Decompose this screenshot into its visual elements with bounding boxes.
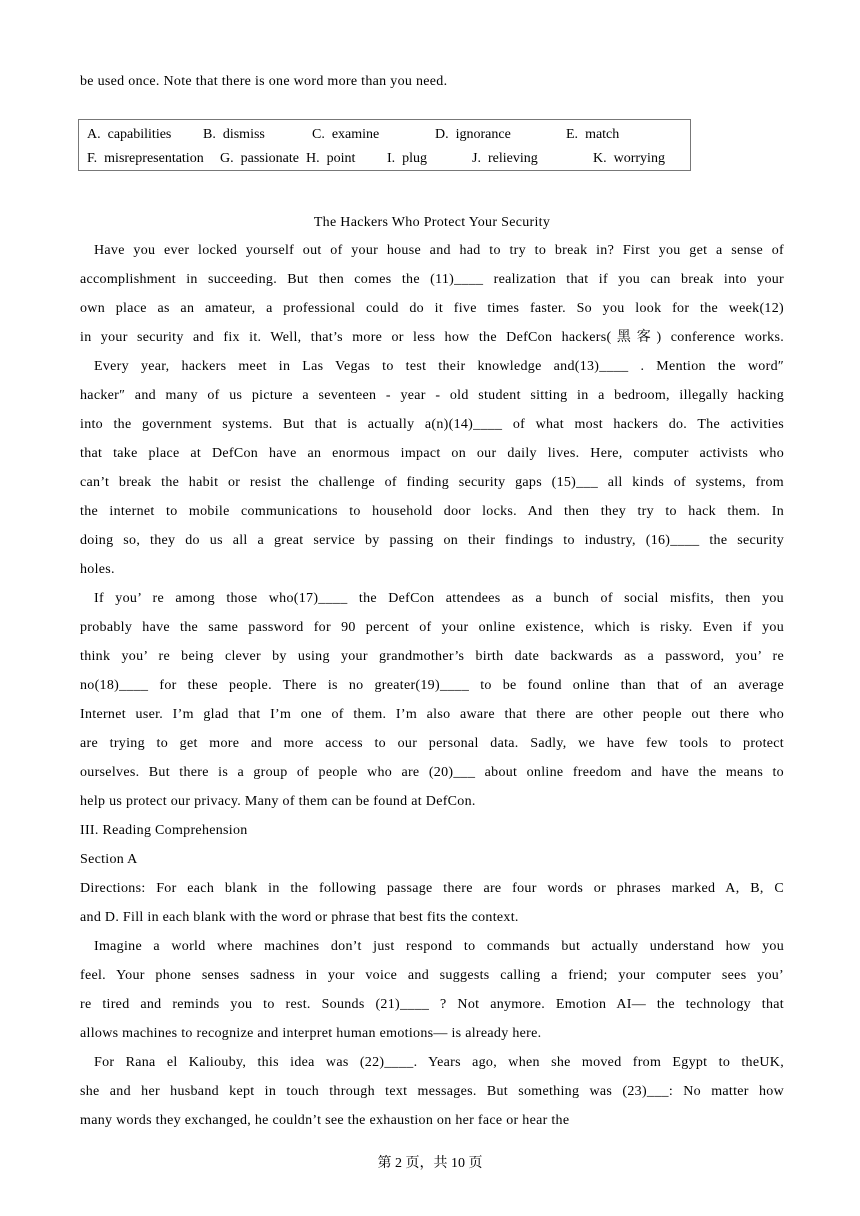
passage-line: think you’ re being clever by using your grandmother’s birth date backwards as a password, you’ re — [80, 649, 784, 664]
passage-line: holes. — [80, 562, 115, 577]
page-footer: 第 2 页，共 10 页 — [377, 1156, 483, 1171]
instruction-text: be used once. Note that there is one word more than you need. — [80, 74, 448, 89]
directions-line: Directions: For each blank in the following passage there are four words or phrases marked A, B, C — [80, 881, 784, 896]
passage-line: many words they exchanged, he couldn’t see the exhaustion on her face or hear the — [80, 1113, 570, 1128]
option-c: C. examine — [312, 127, 380, 142]
option-j: J. relieving — [472, 151, 538, 166]
option-g: G. passionate — [220, 151, 299, 166]
passage-line: If you’ re among those who(17)____ the DefCon attendees as a bunch of social misfits, then you — [94, 591, 784, 606]
option-b: B. dismiss — [203, 127, 265, 142]
section-subheading: Section A — [80, 852, 138, 867]
option-a: A. capabilities — [87, 127, 172, 142]
passage-line: no(18)____ for these people. There is no greater(19)____ to be found online than that of an average — [80, 678, 784, 693]
option-f: F. misrepresentation — [87, 151, 204, 166]
passage-title: The Hackers Who Protect Your Security — [313, 215, 551, 230]
passage-line: doing so, they do us all a great service by passing on their findings to industry, (16)____ the security — [80, 533, 784, 548]
passage-body — [80, 236, 784, 1135]
passage-line: Every year, hackers meet in Las Vegas to test their knowledge and(13)____ . Mention the word″ — [94, 359, 784, 374]
directions-line: and D. Fill in each blank with the word or phrase that best fits the context. — [80, 910, 519, 925]
passage-line: Have you ever locked yourself out of your house and had to try to break in? First you get a sense of — [94, 243, 784, 258]
passage-line: re tired and reminds you to rest. Sounds (21)____ ? Not anymore. Emotion AI— the technology that — [80, 997, 784, 1012]
passage-line: own place as an amateur, a professional could do it five times faster. So you look for the week(12) — [80, 301, 784, 316]
section-heading: III. Reading Comprehension — [80, 823, 248, 838]
passage-line: into the government systems. But that is actually a(n)(14)____ of what most hackers do. The activities — [80, 417, 784, 432]
passage-line: For Rana el Kaliouby, this idea was (22)____. Years ago, when she moved from Egypt to theUK, — [94, 1055, 784, 1070]
passage-line: accomplishment in succeeding. But then comes the (11)____ realization that if you can break into your — [80, 272, 784, 287]
passage-line: help us protect our privacy. Many of them can be found at DefCon. — [80, 794, 476, 809]
passage-line: hacker″ and many of us picture a seventeen - year - old student sitting in a bedroom, illegally hacking — [80, 388, 784, 403]
passage-line: the internet to mobile communications to household door locks. And then they try to hack them. In — [80, 504, 784, 519]
option-h: H. point — [306, 151, 356, 166]
option-i: I. plug — [387, 151, 428, 166]
passage-line: Internet user. I’m glad that I’m one of them. I’m also aware that there are other people out there who — [80, 707, 784, 722]
passage-line: ourselves. But there is a group of people who are (20)___ about online freedom and have the means to — [80, 765, 784, 780]
word-bank-box — [78, 119, 691, 171]
passage-line: Imagine a world where machines don’t just respond to commands but actually understand how you — [94, 939, 784, 954]
passage-line: probably have the same password for 90 percent of your online existence, which is risky. Even if you — [80, 620, 784, 635]
option-d: D. ignorance — [435, 127, 511, 142]
passage-line: can’t break the habit or resist the challenge of finding security gaps (15)___ all kinds of systems, from — [80, 475, 784, 490]
passage-line: are trying to get more and more access to our personal data. Sadly, we have few tools to protect — [80, 736, 784, 751]
passage-line: feel. Your phone senses sadness in your voice and suggests calling a friend; your computer sees you’ — [80, 968, 784, 983]
passage-line: allows machines to recognize and interpret human emotions— is already here. — [80, 1026, 542, 1041]
passage-line: in your security and fix it. Well, that’s more or less how the DefCon hackers(黑客) conference works. — [80, 330, 784, 345]
option-k: K. worrying — [593, 151, 665, 166]
passage-line: she and her husband kept in touch through text messages. But something was (23)___: No matter how — [80, 1084, 784, 1099]
passage-line: that take place at DefCon have an enormous impact on our daily lives. Here, computer activists who — [80, 446, 784, 461]
option-e: E. match — [566, 127, 620, 142]
